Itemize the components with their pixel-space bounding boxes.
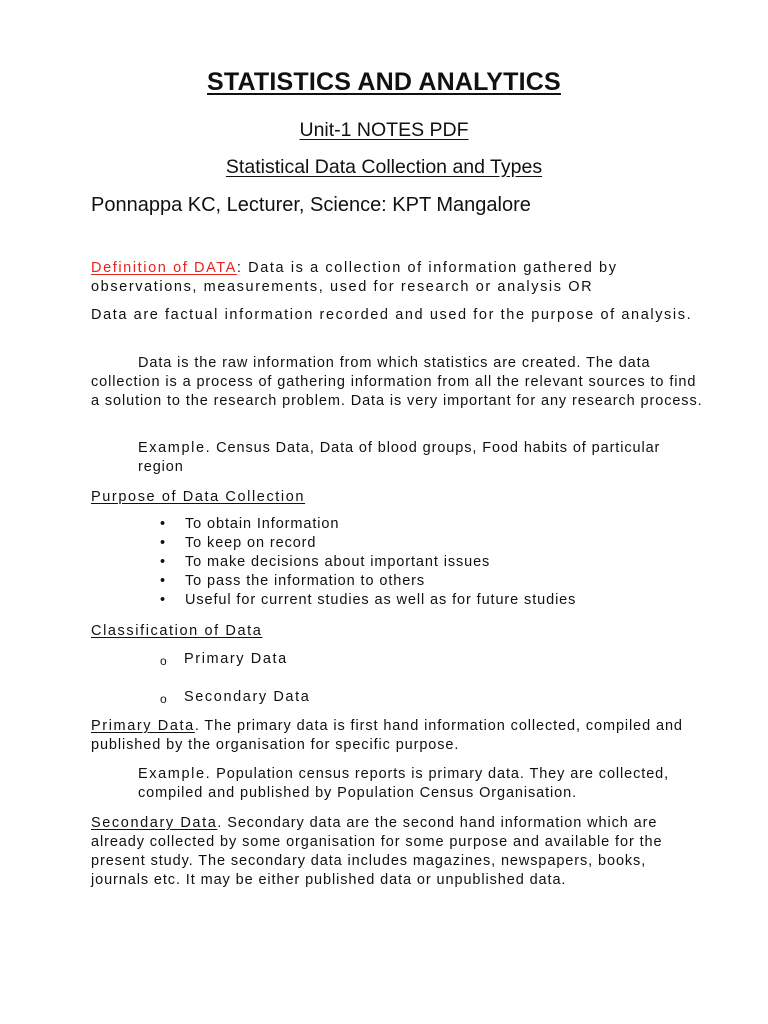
bullet-icon: • <box>160 535 166 551</box>
secondary-data-text: . Secondary data are the second hand information which are already collected by some organisation for some purpose and available for the present study. The secondary data includes magazines, newspapers, books, journals etc. It may be either published data or unpublished data. <box>91 815 663 888</box>
document-title: STATISTICS AND ANALYTICS <box>207 68 561 96</box>
list-item: • To obtain Information <box>160 516 340 532</box>
classification-heading: Classification of Data <box>91 623 263 639</box>
example-label: Example. <box>138 766 212 782</box>
circle-bullet-icon: o <box>160 692 169 706</box>
secondary-data-paragraph <box>91 814 703 890</box>
list-item: o Primary Data <box>160 650 288 669</box>
primary-data-label: Primary Data <box>91 718 195 734</box>
list-item: • To keep on record <box>160 535 317 551</box>
primary-data-text: . The primary data is first hand information collected, compiled and published by the organisation for specific purpose. <box>91 718 683 753</box>
example-text: Census Data, Data of blood groups, Food habits of particular region <box>138 440 661 475</box>
definition-paragraph <box>91 259 703 297</box>
definition-alt-paragraph: Data are factual information recorded and used for the purpose of analysis. <box>91 307 693 323</box>
topic-subtitle: Statistical Data Collection and Types <box>225 156 543 178</box>
raw-information-paragraph: Data is the raw information from which statistics are created. The data collection is a process of gathering information from all the relevant sources to find a solution to the research problem. Data is very important for any research process. <box>91 355 703 409</box>
circle-bullet-icon: o <box>160 654 169 668</box>
purpose-heading: Purpose of Data Collection <box>91 489 306 505</box>
unit-subtitle: Unit-1 NOTES PDF <box>299 119 469 141</box>
list-item: • To make decisions about important issues <box>160 554 491 570</box>
list-item: • Useful for current studies as well as for future studies <box>160 592 577 608</box>
bullet-icon: • <box>160 592 166 608</box>
definition-text: : Data is a collection of information gathered by observations, measurements, used for research or analysis OR <box>91 260 618 295</box>
example-text: Population census reports is primary data. They are collected, compiled and published by Population Census Organisation. <box>138 766 670 801</box>
definition-label: Definition of DATA <box>91 260 237 276</box>
bullet-icon: • <box>160 554 166 570</box>
purpose-list <box>160 515 576 610</box>
data-example <box>138 439 704 477</box>
list-item: o Secondary Data <box>160 688 310 707</box>
author-line: Ponnappa KC, Lecturer, Science: KPT Mangalore <box>91 194 531 216</box>
primary-data-example <box>138 765 704 803</box>
primary-data-paragraph <box>91 717 703 755</box>
secondary-data-label: Secondary Data <box>91 815 218 831</box>
bullet-icon: • <box>160 573 166 589</box>
bullet-icon: • <box>160 516 166 532</box>
list-item: • To pass the information to others <box>160 573 426 589</box>
example-label: Example. <box>138 440 212 456</box>
